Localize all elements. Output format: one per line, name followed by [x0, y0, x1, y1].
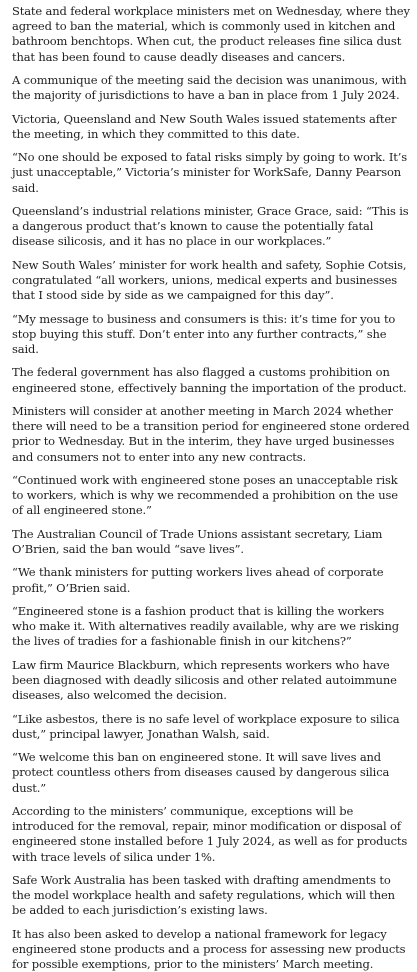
paragraph: “We thank ministers for putting workers lives ahead of corporate profit,” O’Brien said. — [12, 565, 384, 595]
paragraph: “Engineered stone is a fashion product that is killing the workers who make it. With alternatives readily available, why are we risking the lives of tradies for a fashionable finish in our kitchens?” — [12, 603, 399, 649]
paragraph: Safe Work Australia has been tasked with drafting amendments to the model workplace health and safety regulations, which will then be added to each jurisdiction’s existing laws. — [12, 872, 395, 918]
paragraph: The federal government has also flagged a customs prohibition on engineered stone, effectively banning the importation of the product. — [12, 365, 407, 395]
paragraph: Queensland’s industrial relations minister, Grace Grace, said: “This is a dangerous product that’s known to cause the potentially fatal disease silicosis, and it has no place in our workplaces.” — [12, 203, 409, 249]
paragraph: Law firm Maurice Blackburn, which represents workers who have been diagnosed with deadly silicosis and other related autoimmune diseases, also welcomed the decision. — [12, 657, 397, 703]
paragraph: “Continued work with engineered stone poses an unacceptable risk to workers, which is why we recommended a prohibition on the use of all engineered stone.” — [12, 472, 398, 518]
paragraph: It has also been asked to develop a national framework for legacy engineered stone products and a process for assessing new products for possible exemptions, prior to the ministers’ March meeting. — [12, 926, 406, 972]
paragraph: Ministers will consider at another meeting in March 2024 whether there will need to be a transition period for engineered stone ordered prior to Wednesday. But in the interim, they have urged businesses and consumers not to enter into any new contracts. — [12, 403, 410, 464]
paragraph: According to the ministers’ communique, exceptions will be introduced for the removal, repair, minor modification or disposal of engineered stone installed before 1 July 2024, as well as for products with trace levels of silica under 1%. — [12, 803, 408, 864]
paragraph: “We welcome this ban on engineered stone. It will save lives and protect countless others from diseases caused by dangerous silica dust.” — [12, 750, 390, 795]
paragraph: “Like asbestos, there is no safe level of workplace exposure to silica dust,” principal lawyer, Jonathan Walsh, said. — [12, 711, 400, 741]
paragraph: State and federal workplace ministers met on Wednesday, where they agreed to ban the material, which is commonly used in kitchen and bathroom benchtops. When cut, the product releases fine silica dust that has been found to cause deadly diseases and cancers. — [12, 4, 410, 64]
paragraph: “My message to business and consumers is this: it’s time for you to stop buying this stuff. Don’t enter into any further contracts,” she said. — [12, 311, 396, 356]
paragraph: Victoria, Queensland and New South Wales issued statements after the meeting, in which they committed to this date. — [12, 111, 397, 141]
paragraph: The Australian Council of Trade Unions assistant secretary, Liam O’Brien, said the ban would “save lives”. — [12, 526, 383, 556]
paragraph: “No one should be exposed to fatal risks simply by going to work. It’s just unacceptable,” Victoria’s minister for WorkSafe, Danny Pearson said. — [12, 150, 408, 195]
paragraph: New South Wales’ minister for work health and safety, Sophie Cotsis, congratulated “all workers, unions, medical experts and businesses that I stood side by side as we campaigned for this day”. — [12, 257, 407, 303]
paragraph: A communique of the meeting said the decision was unanimous, with the majority of jurisdictions to have a ban in place from 1 July 2024. — [12, 73, 407, 103]
